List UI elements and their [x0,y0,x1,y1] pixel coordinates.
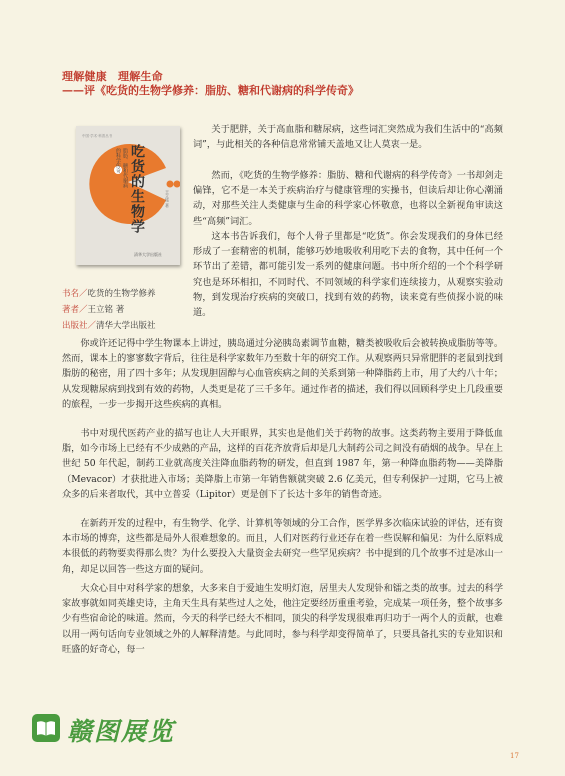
page-number: 17 [510,752,519,760]
cover-author: 王立铭 著 [165,190,170,208]
book-title-label: 书名 [62,289,80,299]
paragraph-7: 大众心目中对科学家的想象，大多来自于爱迪生发明灯泡，居里夫人发现钋和镭之类的故事。过去的科学家故事就如同英雄史诗，主角天生具有某些过人之处，他注定要经历重重考验，完成某一项任务，整个故事多少有些宿命论的味道。然而，今天的科学已经大不相同，顶尖的科学发现很难再归功于一两个人的贡献，也难以用一两句话向专业领域之外的人解释清楚。与此同时，参与科学却变得简单了，只要具备扎实的专业知识和旺盛的好奇心，每一 [62,583,504,655]
cover-title: 吃货的生物学 [129,144,145,234]
paragraph-6: 在新药开发的过程中，有生物学、化学、计算机等领域的分工合作，医学界多次临床试验的评估，还有资本市场的博弈，这些都是局外人很难想象的。而且，人们对医药行业还存在着一些误解和偏见：为什么原料成本很低的药物要卖得那么贵？为什么要投入大量资金去研究一些罕见疾病？书中提到的几个故事不过是冰山一角，却足以回答一些这方面的疑问。 [62,518,504,575]
book-author-value: 王立铭 著 [87,305,125,315]
book-author-label: 著者 [62,305,80,315]
book-title-value: 吃货的生物学修养 [87,289,156,299]
book-cover [76,126,180,265]
paragraph-4: 你或许还记得中学生物课本上讲过，胰岛通过分泌胰岛素调节血糖，糖类被吸收后会被转换成脂肪等等。然而，课本上的寥寥数字背后，往往是科学家数年乃至数十年的研究工作。从观察两只异常肥胖的老鼠到找到脂肪的秘密，用了四十多年；从发现胆固醇与心血管疾病之间的关系到第一种降脂药上市，用了大约八十年；从发现糖尿病到找到有效的药物，人类更是花了三千多年。通过作者的描述，我们得以回顾科学史上几段重要的旅程，一步一步揭开这些疾病的真相。 [62,338,504,410]
paragraph-5: 书中对现代医药产业的描写也让人大开眼界，其实也是他们关于药物的故事。这类药物主要用于降低血脂，如今市场上已经有不少成熟的产品，这样的百花齐放背后却是几大制药公司之间没有硝烟的战争。早在上世纪 50 年代起，制药工业就高度关注降血脂药物的研发，但直到 1987 年，第一种降血脂药物——美降脂（Mevacor）才获批进入市场；美降脂上市第一年销售额就突破 2.6 亿美元，但专利保护一过期，它马上被众多的后来者取代，其中立普妥（Lipitor）更是创下了长达十多年的销售奇迹。 [62,428,503,500]
cover-series: 中国·学术·科普丛书 [82,134,113,138]
book-title-info: 书名／吃货的生物学修养 [62,289,156,299]
cover-publisher: 清华大学出版社 [134,252,162,257]
exhibition-logo [31,711,181,745]
cover-subtitle: 脂肪、糖和代谢病的科学传奇 [115,148,128,188]
paragraph-3: 这本书告诉我们，每个人骨子里都是“吃货”。你会发现我们的身体已经形成了一套精密的机制，能够巧妙地吸收利用吃下去的食物，其中任何一个环节出了差错，都可能引发一系列的健康问题。书中所介绍的一个个科学研究也是环环相扣，不同时代、不同领域的科学家们连续接力，从观察实验动物，到发现治疗疾病的突破口，找到有效的药物，读来竟有些侦探小说的味道。 [193,231,503,319]
book-author-info: 著者／王立铭 著 [62,305,125,315]
paragraph-1: 关于肥胖，关于高血脂和糖尿病，这些词汇突然成为我们生活中的“高频词”，与此相关的各种信息常常铺天盖地又让人莫衷一是。 [193,124,503,151]
logo-text: 赣图展览 [67,717,176,746]
book-publisher-info: 出版社／清华大学出版社 [62,321,156,331]
book-icon [31,713,61,743]
book-publisher-label: 出版社 [62,321,88,331]
article-title: 理解健康 理解生命 [62,70,163,83]
book-publisher-value: 清华大学出版社 [96,321,156,331]
article-subtitle: ——评《吃货的生物学修养：脂肪、糖和代谢病的科学传奇》 [62,84,359,97]
paragraph-2: 然而，《吃货的生物学修养：脂肪、糖和代谢病的科学传奇》一书却剑走偏锋，它不是一本关于疾病治疗与健康管理的实操书，但读后却让你心潮涌动，对那些关注人类健康与生命的科学家心怀敬意，也将以全新视角审读这些“高频”词汇。 [193,170,503,227]
